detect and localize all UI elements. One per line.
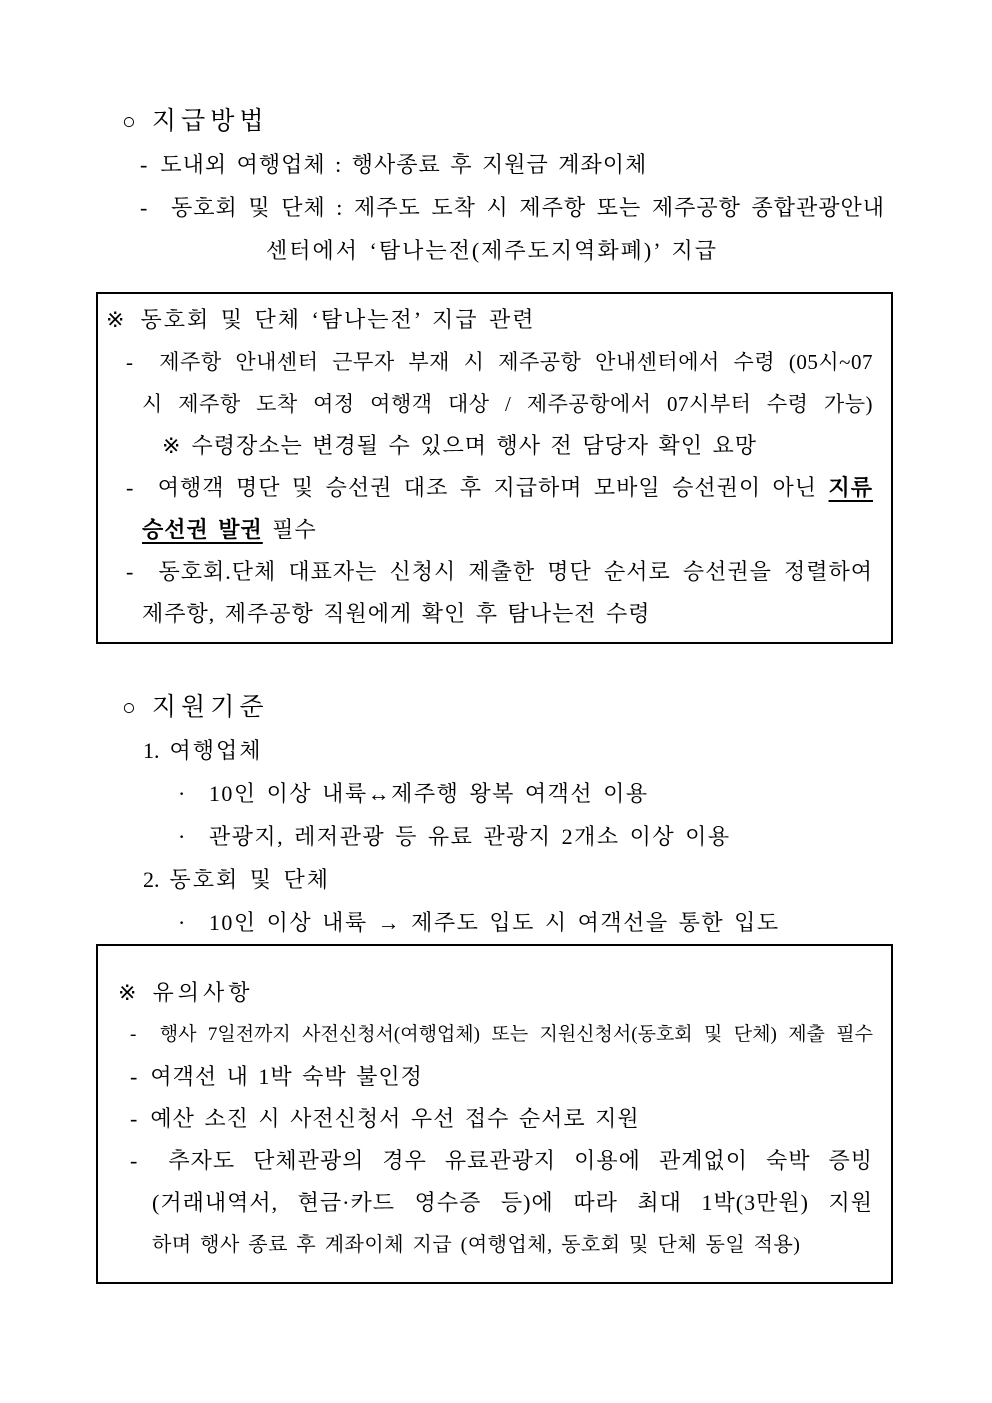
criteria-group-travel-agency — [143, 729, 893, 772]
criteria-group-club-title: 동호회 및 단체 — [169, 867, 331, 892]
dash-marker: - — [130, 1106, 139, 1131]
payment-item-travel-agency-text: 도내외 여행업체 : 행사종료 후 지원금 계좌이체 — [160, 152, 648, 177]
tamna-box-line-ticket-continuation — [142, 509, 881, 551]
dash-marker: - — [140, 152, 149, 177]
circle-bullet-icon: ○ — [122, 695, 136, 720]
number-marker: 2. — [143, 867, 160, 892]
payment-item-club-text: 동호회 및 단체 : 제주도 도착 시 제주항 또는 제주공항 종합관광안내 — [170, 195, 886, 220]
criteria-bullet-attractions — [178, 815, 893, 858]
caution-line-chuja-text: 추자도 단체관광의 경우 유료관광지 이용에 관계없이 숙박 증빙 — [168, 1148, 873, 1173]
dash-marker: - — [130, 1064, 139, 1089]
dash-marker: - — [126, 475, 135, 500]
criteria-bullet-attractions-text: 관광지, 레저관광 등 유료 관광지 2개소 이상 이용 — [208, 824, 731, 849]
dash-marker: - — [130, 1148, 139, 1173]
dash-marker: - — [126, 350, 134, 374]
dash-marker: - — [140, 195, 149, 220]
tamna-box-line-representative-text: 동호회.단체 대표자는 신청시 제출한 명단 순서로 승선권을 정렬하여 — [158, 559, 873, 584]
payment-method-heading — [122, 100, 893, 143]
tamna-box-line-pickup-continuation: 시 제주항 도착 여정 여행객 대상 / 제주공항에서 07시부터 수령 가능) — [142, 392, 873, 416]
criteria-bullet-entry — [178, 901, 893, 944]
support-criteria-heading — [122, 686, 893, 729]
dot-bullet-icon: · — [178, 910, 187, 935]
dash-marker: - — [130, 1024, 137, 1045]
criteria-bullet-ferry — [178, 772, 893, 815]
caution-notice-box — [96, 944, 893, 1284]
criteria-group-travel-agency-title: 여행업체 — [169, 738, 263, 763]
tamna-box-location-note-text: 수령장소는 변경될 수 있으며 행사 전 담당자 확인 요망 — [191, 433, 757, 458]
payment-item-club — [140, 186, 893, 229]
page-content — [96, 100, 893, 1284]
caution-line-budget-text: 예산 소진 시 사전신청서 우선 접수 순서로 지원 — [150, 1106, 640, 1131]
caution-line-application — [130, 1014, 881, 1056]
tamna-box-line-pickup — [126, 341, 881, 383]
caution-line-chuja-continuation1: (거래내역서, 현금·카드 영수증 등)에 따라 최대 1박(3만원) 지원 — [152, 1190, 873, 1215]
caution-box-heading — [118, 972, 881, 1014]
tamna-box-heading-text: 동호회 및 단체 ‘탐나는전’ 지급 관련 — [140, 307, 536, 332]
caution-line-chuja — [130, 1140, 881, 1182]
tamna-box-line-ticket — [126, 467, 881, 509]
tamna-box-line-representative — [126, 551, 881, 593]
tamna-box-line-representative-continuation: 제주항, 제주공항 직원에게 확인 후 탐나는전 수령 — [142, 601, 651, 626]
paper-ticket-emphasis: 지류 — [828, 475, 874, 500]
reference-mark-icon: ※ — [162, 433, 182, 458]
support-criteria-title: 지원기준 — [151, 694, 269, 721]
tamna-box-location-note — [162, 425, 881, 467]
caution-line-chuja-continuation2: 하며 행사 종료 후 계좌이체 지급 (여행업체, 동호회 및 단체 동일 적용) — [152, 1234, 801, 1256]
paper-ticket-emphasis: 승선권 발권 — [142, 517, 263, 542]
caution-line-application-text: 행사 7일전까지 사전신청서(여행업체) 또는 지원신청서(동호회 및 단체) 제출 필수 — [159, 1024, 874, 1045]
reference-mark-icon: ※ — [118, 980, 137, 1005]
caution-line-overnight — [130, 1056, 881, 1098]
payment-item-club-continuation: 센터에서 ‘탐나는전(제주도지역화폐)’ 지급 — [266, 238, 718, 263]
circle-bullet-icon: ○ — [122, 109, 136, 134]
tamna-box-heading — [106, 299, 881, 341]
reference-mark-icon: ※ — [106, 307, 127, 332]
dot-bullet-icon: · — [178, 824, 187, 849]
caution-line-budget — [130, 1098, 881, 1140]
tamna-box-line-ticket-text: 여행객 명단 및 승선권 대조 후 지급하며 모바일 승선권이 아닌 — [157, 475, 818, 500]
criteria-bullet-entry-text: 10인 이상 내륙 → 제주도 입도 시 여객선을 통한 입도 — [208, 910, 780, 935]
required-text: 필수 — [272, 517, 317, 542]
dash-marker: - — [126, 559, 135, 584]
caution-line-overnight-text: 여객선 내 1박 숙박 불인정 — [150, 1064, 423, 1089]
criteria-group-club — [143, 858, 893, 901]
payment-item-travel-agency — [140, 143, 893, 186]
caution-box-heading-text: 유의사항 — [152, 980, 254, 1005]
dot-bullet-icon: · — [178, 781, 187, 806]
number-marker: 1. — [143, 738, 160, 763]
payment-method-title: 지급방법 — [151, 108, 269, 135]
tamna-payment-notice-box — [96, 292, 893, 644]
tamna-box-line-pickup-text: 제주항 안내센터 근무자 부재 시 제주공항 안내센터에서 수령 (05시~07 — [159, 350, 873, 374]
criteria-bullet-ferry-text: 10인 이상 내륙↔제주행 왕복 여객선 이용 — [208, 781, 649, 806]
